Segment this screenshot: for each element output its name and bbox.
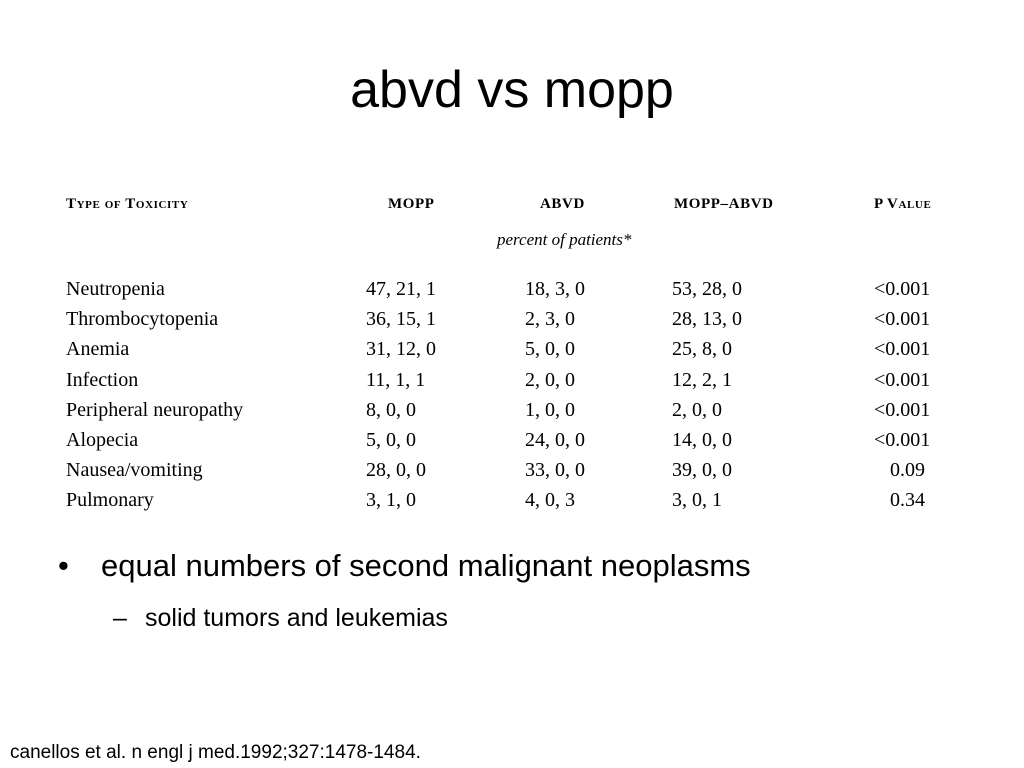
header-mopp-abvd: MOPP–ABVD xyxy=(674,196,774,212)
row-p-value: 0.09 xyxy=(890,459,925,482)
table-row xyxy=(62,306,972,336)
row-p-value: <0.001 xyxy=(874,308,931,331)
row-abvd-value: 18, 3, 0 xyxy=(525,278,585,300)
bullet-dot-icon: • xyxy=(58,548,69,583)
sub-bullet-dash-icon: – xyxy=(113,604,127,632)
table-row xyxy=(62,367,972,397)
row-abvd-value: 24, 0, 0 xyxy=(525,428,585,451)
header-mopp: MOPP xyxy=(388,196,435,212)
row-p-value: <0.001 xyxy=(874,398,931,421)
row-toxicity: Nausea/vomiting xyxy=(66,459,203,482)
row-toxicity: Anemia xyxy=(66,338,130,361)
slide-title: abvd vs mopp xyxy=(350,61,674,119)
row-toxicity: Thrombocytopenia xyxy=(66,308,219,331)
row-toxicity: Pulmonary xyxy=(66,489,154,512)
row-p-value: <0.001 xyxy=(874,368,931,391)
row-abvd-value: 5, 0, 0 xyxy=(525,338,575,361)
sub-bullet-text: solid tumors and leukemias xyxy=(145,604,448,632)
row-mopp-abvd-value: 3, 0, 1 xyxy=(672,489,722,512)
row-mopp-value: 5, 0, 0 xyxy=(366,428,416,451)
row-p-value: <0.001 xyxy=(874,428,931,451)
row-mopp-abvd-value: 14, 0, 0 xyxy=(672,428,732,451)
row-abvd-value: 2, 0, 0 xyxy=(525,368,575,391)
row-toxicity: Infection xyxy=(66,368,139,391)
header-type-of-toxicity: Type of Toxicity xyxy=(66,196,189,212)
table-row xyxy=(62,487,972,517)
row-mopp-abvd-value: 39, 0, 0 xyxy=(672,459,732,482)
row-abvd-value: 4, 0, 3 xyxy=(525,489,575,512)
row-toxicity: Peripheral neuropathy xyxy=(66,398,244,421)
row-toxicity: Neutropenia xyxy=(66,278,165,300)
bullet-text: equal numbers of second malignant neoplasms xyxy=(101,548,751,583)
row-mopp-abvd-value: 53, 28, 0 xyxy=(672,278,742,300)
row-mopp-abvd-value: 12, 2, 1 xyxy=(672,368,732,391)
header-p-value: P Value xyxy=(874,196,932,212)
row-mopp-value: 11, 1, 1 xyxy=(366,368,426,391)
row-abvd-value: 2, 3, 0 xyxy=(525,308,575,331)
row-mopp-abvd-value: 28, 13, 0 xyxy=(672,308,742,331)
row-abvd-value: 33, 0, 0 xyxy=(525,459,585,482)
row-mopp-value: 28, 0, 0 xyxy=(366,459,426,482)
row-mopp-value: 47, 21, 1 xyxy=(366,278,436,300)
table-row xyxy=(62,276,972,306)
table-row xyxy=(62,336,972,366)
row-p-value: <0.001 xyxy=(874,278,931,300)
row-p-value: 0.34 xyxy=(890,489,925,512)
row-toxicity: Alopecia xyxy=(66,428,139,451)
row-mopp-abvd-value: 2, 0, 0 xyxy=(672,398,722,421)
row-mopp-value: 31, 12, 0 xyxy=(366,338,436,361)
row-mopp-value: 8, 0, 0 xyxy=(366,398,416,421)
toxicity-table xyxy=(62,190,972,518)
subheader-percent-of-patients: percent of patients* xyxy=(497,230,632,249)
row-mopp-value: 3, 1, 0 xyxy=(366,489,416,512)
table-subheader xyxy=(62,224,972,276)
table-header-row xyxy=(62,190,972,224)
row-mopp-abvd-value: 25, 8, 0 xyxy=(672,338,732,361)
table-row xyxy=(62,397,972,427)
table-row xyxy=(62,427,972,457)
row-mopp-value: 36, 15, 1 xyxy=(366,308,436,331)
row-abvd-value: 1, 0, 0 xyxy=(525,398,575,421)
header-abvd: ABVD xyxy=(540,196,585,212)
table-row xyxy=(62,457,972,487)
row-p-value: <0.001 xyxy=(874,338,931,361)
citation: canellos et al. n engl j med.1992;327:1478-1484. xyxy=(10,742,421,763)
